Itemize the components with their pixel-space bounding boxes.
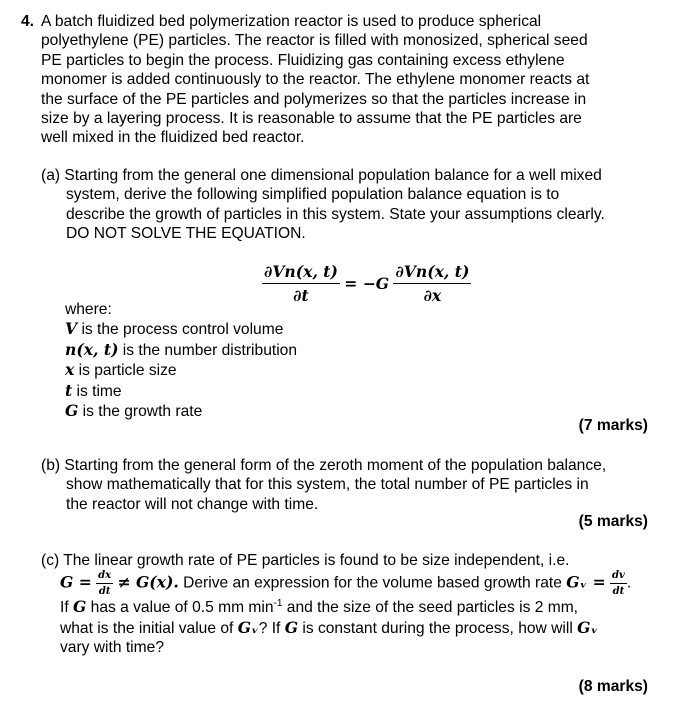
- question-intro: [41, 12, 589, 148]
- part-c-text: [41, 551, 631, 658]
- question-number: 4.: [21, 13, 35, 30]
- part-a-line: system, derive the following simplified population balance equation is to: [66, 186, 560, 204]
- rhs-denominator: ∂x: [423, 286, 442, 305]
- intro-line: A batch fluidized bed polymerization reactor is used to produce spherical: [41, 13, 542, 30]
- part-c-line: G = $\frac{dx}{dt}$ ≠ G(x). Derive an expression for the volume based growth rate Gᵥ = $\frac{dv}{dt}$ .: [60, 570, 632, 598]
- definition-item: n(x, t) is the number distribution: [65, 339, 298, 359]
- part-a-line: (a) Starting from the general one dimensional population balance for a well mixed: [41, 167, 602, 184]
- intro-line: monomer is added continuously to the reactor. The ethylene monomer reacts at: [41, 71, 590, 89]
- definitions-list: [65, 300, 297, 421]
- part-b-line: (b) Starting from the general form of the zeroth moment of the population balance,: [41, 457, 607, 474]
- lhs-denominator: ∂t: [293, 286, 309, 305]
- rhs-numerator: ∂Vn(x, t): [393, 262, 471, 284]
- part-c-line: what is the initial value of Gᵥ? If G is constant during the process, how will Gᵥ: [60, 618, 599, 637]
- lhs-fraction: [262, 262, 340, 305]
- part-b-line: the reactor will not change with time.: [66, 495, 319, 513]
- part-a-marks: (7 marks): [578, 417, 648, 434]
- definition-item: G is the growth rate: [65, 401, 203, 421]
- part-b-text: [41, 456, 606, 514]
- dx-dt-fraction: $\frac{dx}{dt}$: [98, 570, 112, 598]
- intro-line: the surface of the PE particles and polymerizes so that the particles increase in: [41, 90, 587, 108]
- lhs-numerator: ∂Vn(x, t): [262, 262, 340, 284]
- intro-line: well mixed in the fluidized bed reactor.: [41, 129, 305, 147]
- part-c-line: If G has a value of 0.5 mm $\min^{-1}$ and the size of the seed particles is 2 mm,: [60, 597, 579, 617]
- part-c-line: vary with time?: [60, 639, 164, 657]
- intro-line: polyethylene (PE) particles. The reactor is filled with monosized, spherical seed: [41, 32, 588, 50]
- part-c-line: (c) The linear growth rate of PE particles is found to be size independent, i.e.: [41, 552, 570, 569]
- definition-item: V is the process control volume: [65, 319, 284, 339]
- part-a-text: [41, 166, 605, 244]
- where-label: where:: [65, 301, 112, 318]
- population-balance-equation: [262, 262, 471, 305]
- dv-dt-fraction: $\frac{dv}{dt}$: [612, 570, 625, 598]
- intro-line: size by a layering process. It is reasonable to assume that the PE particles are: [41, 110, 582, 128]
- definition-item: t is time: [65, 380, 122, 400]
- intro-line: PE particles to begin the process. Fluidizing gas containing excess ethylene: [41, 51, 565, 69]
- part-a-line: describe the growth of particles in this system. State your assumptions clearly.: [66, 205, 605, 223]
- part-b-marks: (5 marks): [578, 513, 648, 530]
- part-a-line: DO NOT SOLVE THE EQUATION.: [66, 225, 306, 243]
- definition-item: x is particle size: [65, 360, 177, 380]
- part-c-marks: (8 marks): [578, 678, 648, 695]
- rhs-fraction: [393, 262, 471, 305]
- equation-middle: = −G: [344, 274, 390, 293]
- part-b-line: show mathematically that for this system, the total number of PE particles in: [66, 476, 589, 494]
